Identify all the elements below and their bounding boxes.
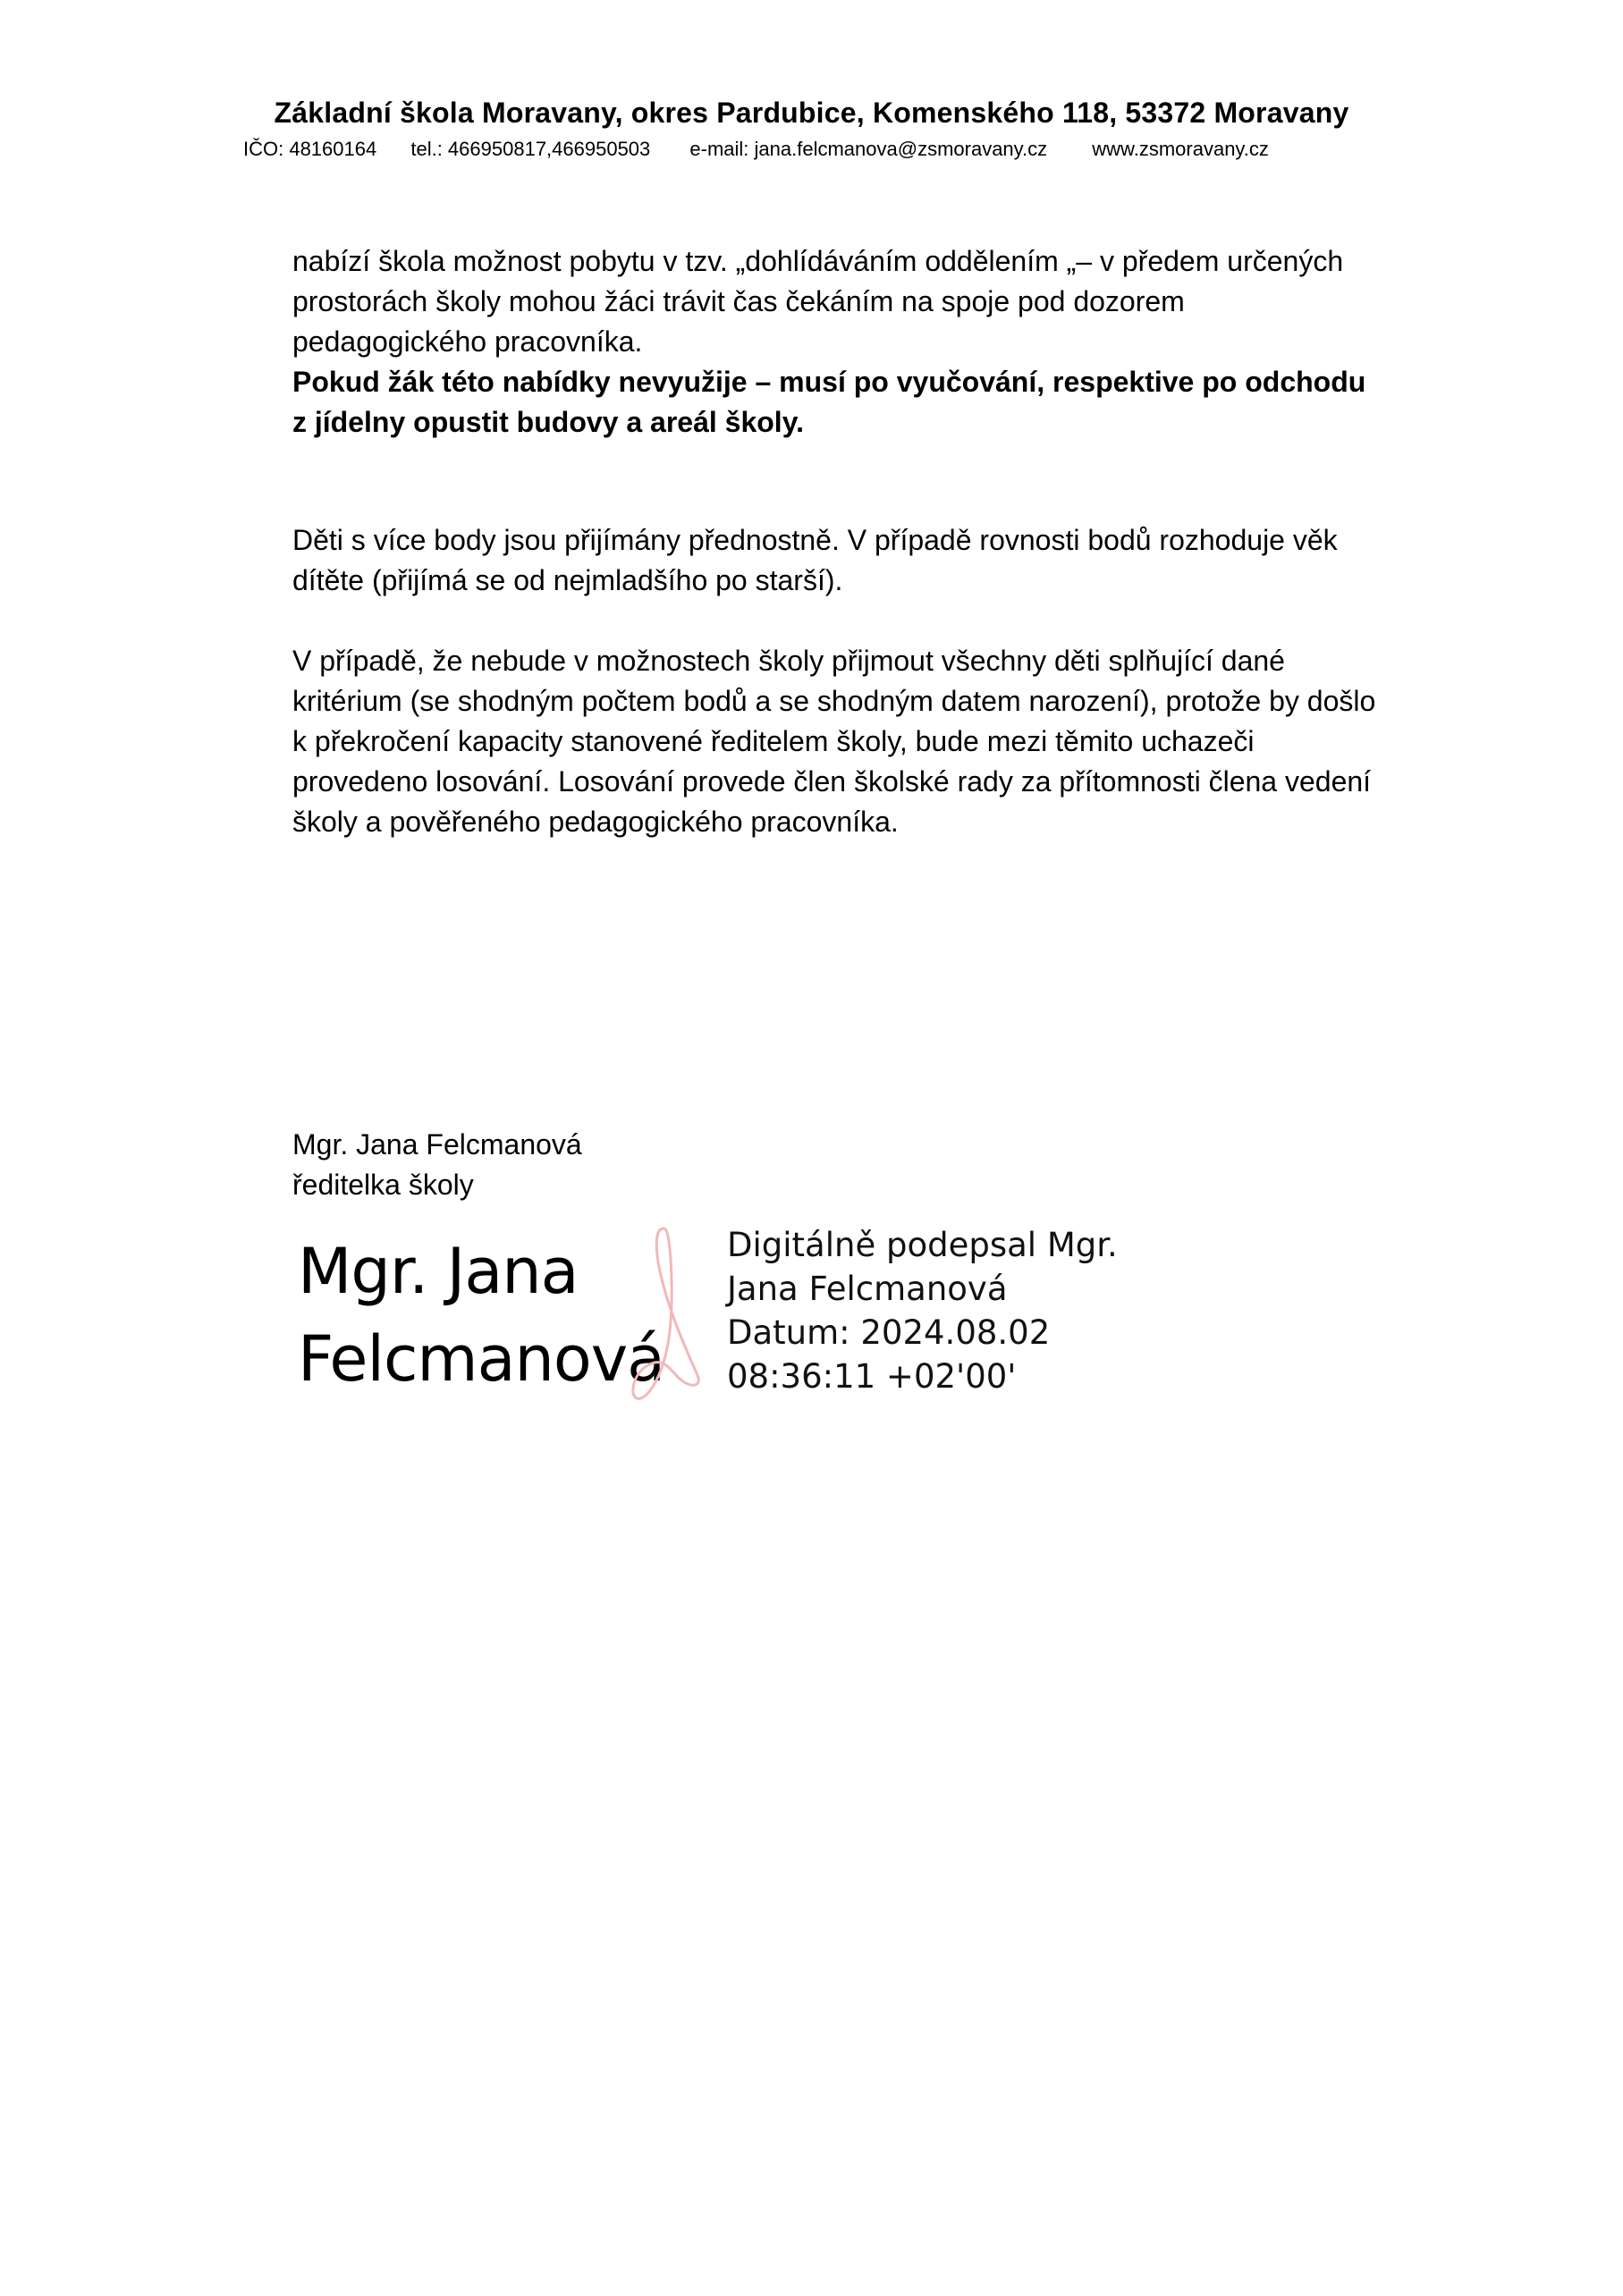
signature-name-line: Felcmanová [298,1322,665,1396]
paragraph-line: kritérium (se shodným počtem bodů a se shodným datem narození), protože by došlo [292,685,1376,717]
paragraph-line: V případě, že nebude v možnostech školy přijmout všechny děti splňující dané [292,645,1285,677]
signature-detail-line: 08:36:11 +02'00' [727,1357,1017,1396]
signature-name-line: Mgr. Jana [298,1235,579,1308]
paragraph-bold-line: z jídelny opustit budovy a areál školy. [292,406,804,438]
digital-signature[interactable] [295,1223,1118,1402]
school-email: e-mail: jana.felcmanova@zsmoravany.cz [689,138,1048,160]
paragraph-priority [292,520,1473,601]
paragraph-bold-line: Pokud žák této nabídky nevyužije – musí po vyučování, respektive po odchodu [292,366,1366,398]
signature-detail-line: Datum: 2024.08.02 [727,1313,1051,1352]
school-header-title: Základní škola Moravany, okres Pardubice, Komenského 118, 53372 Moravany [274,97,1349,129]
paragraph-line: provedeno losování. Losování provede člen školské rady za přítomnosti člena vedení [292,765,1372,798]
signer-name: Mgr. Jana Felcmanová [292,1128,582,1161]
paragraph-supervision [292,241,1473,443]
signature-details [727,1223,1118,1398]
paragraph-line: prostorách školy mohou žáci trávit čas čekáním na spoje pod dozorem [292,285,1185,317]
signer-role: ředitelka školy [292,1169,474,1201]
paragraph-line: Děti s více body jsou přijímány přednostně. V případě rovnosti bodů rozhoduje věk [292,524,1338,556]
paragraph-line: k překročení kapacity stanovené ředitelem školy, bude mezi těmito uchazeči [292,725,1255,757]
signature-name [298,1228,664,1403]
school-contact-line [243,138,1406,161]
paragraph-lottery [292,641,1473,842]
signature-detail-line: Jana Felcmanová [727,1270,1008,1308]
signature-mark-stroke [633,1228,698,1398]
signature-detail-line: Digitálně podepsal Mgr. [727,1226,1118,1264]
adobe-signature-mark-icon [626,1223,706,1402]
school-phone: tel.: 466950817,466950503 [410,138,651,160]
paragraph-line: nabízí škola možnost pobytu v tzv. „dohlídáváním oddělením „– v předem určených [292,245,1344,277]
paragraph-line: dítěte (přijímá se od nejmladšího po starší). [292,564,843,596]
paragraph-line: pedagogického pracovníka. [292,325,643,358]
school-ico: IČO: 48160164 [243,138,377,160]
school-website: www.zsmoravany.cz [1092,138,1269,160]
paragraph-line: školy a pověřeného pedagogického pracovníka. [292,806,899,838]
signer-block [292,1125,582,1205]
